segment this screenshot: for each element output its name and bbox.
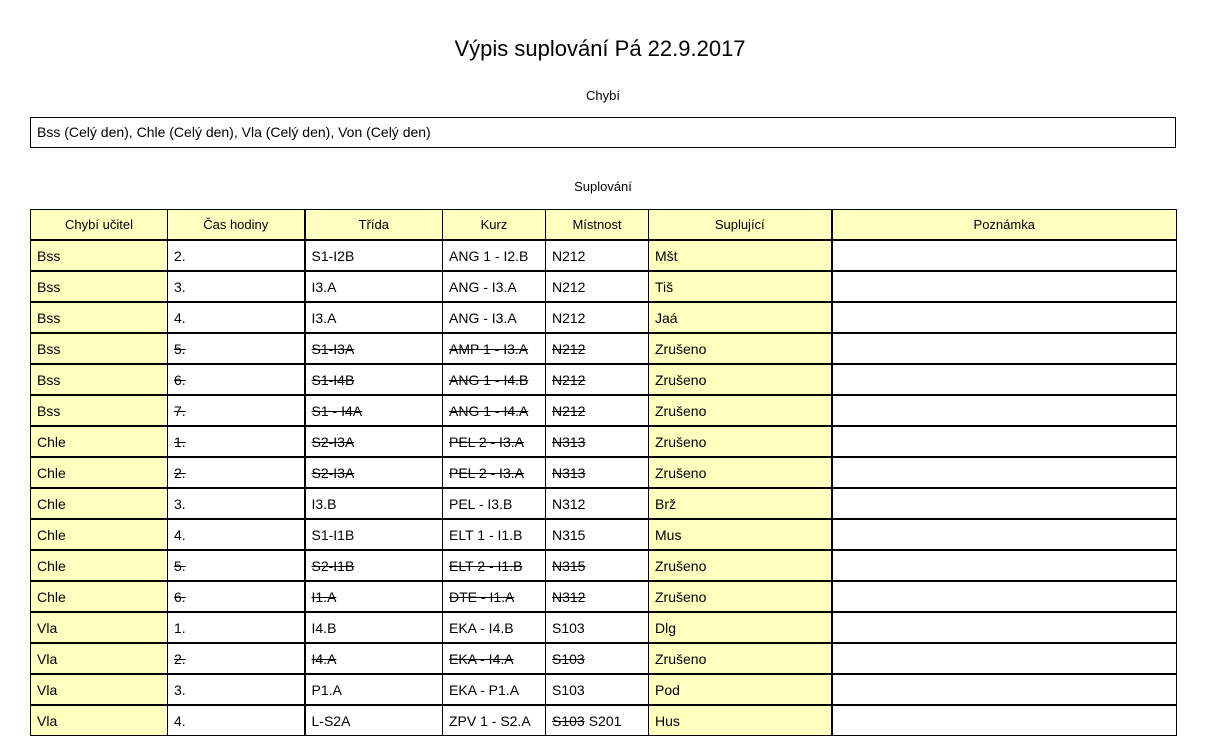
cell-substitute <box>649 457 832 488</box>
cell-substitute-text: Hus <box>655 712 680 729</box>
cell-note <box>832 457 1177 488</box>
cell-room-text: N315 <box>552 557 586 574</box>
cell-note <box>832 333 1177 364</box>
cell-absent-teacher <box>31 302 168 333</box>
cell-room-text: N315 <box>552 526 586 543</box>
cell-course-text: EKA - I4.B <box>449 619 514 636</box>
cell-class-text: S2-I3A <box>311 464 355 481</box>
cell-substitute <box>649 333 832 364</box>
cell-substitute-text: Mšt <box>655 247 678 264</box>
cell-hour <box>168 581 305 612</box>
cell-room-text: N212 <box>552 309 586 326</box>
substitutions-table <box>30 209 1177 736</box>
cell-hour-text: 2. <box>174 464 186 481</box>
cell-room-text: N212 <box>552 371 586 388</box>
table-row <box>31 426 1177 457</box>
cell-absent-teacher <box>31 240 168 271</box>
cell-room <box>546 271 649 302</box>
table-row <box>31 488 1177 519</box>
cell-substitute <box>649 581 832 612</box>
cell-course <box>443 364 546 395</box>
cell-room <box>546 302 649 333</box>
cell-room <box>546 488 649 519</box>
absent-heading: Chybí <box>586 88 620 103</box>
cell-course <box>443 581 546 612</box>
table-row <box>31 519 1177 550</box>
table-row <box>31 333 1177 364</box>
cell-class <box>305 395 443 426</box>
cell-substitute-text: Jaá <box>655 309 678 326</box>
column-header-note: Poznámka <box>832 210 1177 241</box>
cell-class-text: S2-I3A <box>311 433 355 450</box>
cell-room-text: N313 <box>552 433 586 450</box>
cell-room-text: N212 <box>552 340 586 357</box>
cell-absent-teacher-text: Bss <box>37 247 61 264</box>
cell-substitute-text: Zrušeno <box>655 340 707 357</box>
cell-course-text: PEL 2 - I3.A <box>449 433 524 450</box>
table-row <box>31 395 1177 426</box>
cell-hour-text: 2. <box>174 650 186 667</box>
cell-room-text: N312 <box>552 588 586 605</box>
cell-room <box>546 364 649 395</box>
cell-room <box>546 395 649 426</box>
cell-hour-text: 6. <box>174 588 186 605</box>
cell-hour-text: 5. <box>174 557 186 574</box>
cell-course <box>443 643 546 674</box>
cell-hour <box>168 705 305 736</box>
cell-hour-text: 1. <box>174 433 186 450</box>
cell-hour-text: 6. <box>174 371 186 388</box>
cell-class <box>305 302 443 333</box>
cell-substitute <box>649 550 832 581</box>
cell-course <box>443 395 546 426</box>
cell-hour-text: 1. <box>174 619 186 636</box>
cell-class <box>305 674 443 705</box>
cell-room-text: S103 <box>552 619 585 636</box>
cell-substitute-text: Zrušeno <box>655 402 707 419</box>
table-row <box>31 643 1177 674</box>
cell-substitute <box>649 426 832 457</box>
cell-absent-teacher <box>31 581 168 612</box>
cell-note <box>832 643 1177 674</box>
cell-absent-teacher-text: Chle <box>37 557 66 574</box>
cell-hour <box>168 426 305 457</box>
cell-note <box>832 612 1177 643</box>
cell-substitute <box>649 643 832 674</box>
cell-room <box>546 581 649 612</box>
cell-class <box>305 519 443 550</box>
cell-substitute <box>649 240 832 271</box>
table-row <box>31 581 1177 612</box>
table-row <box>31 550 1177 581</box>
cell-course <box>443 271 546 302</box>
cell-class-text: P1.A <box>311 681 342 698</box>
cell-substitute-text: Zrušeno <box>655 650 707 667</box>
cell-class <box>305 364 443 395</box>
cell-note <box>832 519 1177 550</box>
cell-hour-text: 5. <box>174 340 186 357</box>
cell-hour <box>168 364 305 395</box>
cell-class <box>305 333 443 364</box>
cell-note <box>832 550 1177 581</box>
cell-hour <box>168 271 305 302</box>
cell-class <box>305 426 443 457</box>
table-row <box>31 612 1177 643</box>
cell-absent-teacher-text: Bss <box>37 402 61 419</box>
cell-substitute-text: Dlg <box>655 619 677 636</box>
cell-room <box>546 550 649 581</box>
cell-substitute-text: Mus <box>655 526 682 543</box>
cell-room <box>546 240 649 271</box>
cell-course <box>443 302 546 333</box>
cell-hour <box>168 457 305 488</box>
cell-room <box>546 612 649 643</box>
cell-hour <box>168 643 305 674</box>
cell-absent-teacher-text: Vla <box>37 712 58 729</box>
cell-course-text: ANG - I3.A <box>449 309 517 326</box>
cell-room <box>546 674 649 705</box>
cell-class <box>305 643 443 674</box>
cell-class-text: S2-I1B <box>311 557 355 574</box>
cell-course <box>443 519 546 550</box>
cell-course-text: PEL - I3.B <box>449 495 513 512</box>
cell-absent-teacher <box>31 519 168 550</box>
cell-course-text: ELT 1 - I1.B <box>449 526 523 543</box>
cell-hour-text: 4. <box>174 526 186 543</box>
cell-absent-teacher-text: Vla <box>37 650 58 667</box>
cell-course <box>443 550 546 581</box>
cell-course-text: EKA - I4.A <box>449 650 514 667</box>
cell-note <box>832 581 1177 612</box>
column-header-hour: Čas hodiny <box>168 210 305 241</box>
column-header-course: Kurz <box>443 210 546 241</box>
cell-absent-teacher-text: Vla <box>37 619 58 636</box>
cell-course-text: PEL 2 - I3.A <box>449 464 524 481</box>
cell-course <box>443 426 546 457</box>
cell-substitute <box>649 271 832 302</box>
cell-absent-teacher-text: Bss <box>37 340 61 357</box>
cell-room-new-text: S201 <box>588 712 622 729</box>
cell-course-text: EKA - P1.A <box>449 681 520 698</box>
cell-class-text: S1-I2B <box>311 247 355 264</box>
cell-course <box>443 705 546 736</box>
cell-substitute-text: Pod <box>655 681 680 698</box>
cell-substitute <box>649 612 832 643</box>
cell-substitute <box>649 395 832 426</box>
cell-class-text: I4.B <box>311 619 337 636</box>
cell-hour <box>168 395 305 426</box>
cell-room-text: N313 <box>552 464 586 481</box>
cell-hour-text: 2. <box>174 247 186 264</box>
cell-class-text: S1-I4B <box>311 371 355 388</box>
table-row <box>31 240 1177 271</box>
cell-hour <box>168 240 305 271</box>
cell-course-text: AMP 1 - I3.A <box>449 340 529 357</box>
cell-note <box>832 705 1177 736</box>
cell-course-text: ELT 2 - I1.B <box>449 557 523 574</box>
table-row <box>31 705 1177 736</box>
cell-room-text: N312 <box>552 495 586 512</box>
cell-class <box>305 705 443 736</box>
cell-substitute-text: Zrušeno <box>655 588 707 605</box>
cell-absent-teacher-text: Chle <box>37 588 66 605</box>
cell-note <box>832 488 1177 519</box>
cell-room <box>546 333 649 364</box>
cell-class-text: I4.A <box>311 650 337 667</box>
cell-note <box>832 674 1177 705</box>
cell-hour <box>168 488 305 519</box>
cell-absent-teacher <box>31 705 168 736</box>
table-row <box>31 364 1177 395</box>
cell-hour-text: 4. <box>174 712 186 729</box>
cell-absent-teacher <box>31 395 168 426</box>
cell-absent-teacher <box>31 643 168 674</box>
table-row <box>31 457 1177 488</box>
cell-room <box>546 519 649 550</box>
cell-course-text: DTE - I1.A <box>449 588 515 605</box>
cell-room <box>546 426 649 457</box>
cell-class <box>305 612 443 643</box>
cell-hour <box>168 519 305 550</box>
cell-absent-teacher-text: Chle <box>37 495 66 512</box>
column-header-substitute: Suplující <box>649 210 832 241</box>
cell-hour-text: 3. <box>174 495 186 512</box>
cell-room <box>546 457 649 488</box>
cell-absent-teacher <box>31 333 168 364</box>
cell-hour <box>168 302 305 333</box>
cell-substitute <box>649 519 832 550</box>
cell-course-text: ANG 1 - I2.B <box>449 247 529 264</box>
cell-substitute-text: Zrušeno <box>655 371 707 388</box>
cell-note <box>832 240 1177 271</box>
cell-absent-teacher-text: Chle <box>37 464 66 481</box>
cell-substitute <box>649 302 832 333</box>
cell-note <box>832 271 1177 302</box>
cell-room <box>546 643 649 674</box>
cell-substitute-text: Zrušeno <box>655 557 707 574</box>
table-body <box>31 240 1177 736</box>
cell-course-text: ANG 1 - I4.A <box>449 402 529 419</box>
cell-class-text: I3.B <box>311 495 337 512</box>
cell-substitute <box>649 488 832 519</box>
cell-class-text: I3.A <box>311 309 337 326</box>
cell-hour <box>168 550 305 581</box>
cell-note <box>832 395 1177 426</box>
cell-note <box>832 302 1177 333</box>
cell-class-text: S1 - I4A <box>311 402 363 419</box>
cell-hour-text: 3. <box>174 681 186 698</box>
cell-hour <box>168 612 305 643</box>
cell-course <box>443 674 546 705</box>
cell-room-text: N212 <box>552 278 586 295</box>
cell-substitute <box>649 674 832 705</box>
cell-class <box>305 581 443 612</box>
cell-substitute <box>649 705 832 736</box>
page-title: Výpis suplování Pá 22.9.2017 <box>454 36 746 61</box>
cell-absent-teacher <box>31 364 168 395</box>
cell-course-text: ANG - I3.A <box>449 278 517 295</box>
cell-class-text: L-S2A <box>311 712 351 729</box>
column-header-room: Místnost <box>546 210 649 241</box>
cell-absent-teacher-text: Bss <box>37 278 61 295</box>
cell-absent-teacher-text: Bss <box>37 309 61 326</box>
column-header-absent-teacher: Chybí učitel <box>31 210 168 241</box>
cell-substitute-text: Zrušeno <box>655 433 707 450</box>
cell-room-text: N212 <box>552 247 586 264</box>
cell-substitute-text: Tiš <box>655 278 674 295</box>
table-row <box>31 302 1177 333</box>
cell-absent-teacher <box>31 612 168 643</box>
cell-absent-teacher <box>31 457 168 488</box>
cell-hour <box>168 674 305 705</box>
cell-hour <box>168 333 305 364</box>
cell-class <box>305 488 443 519</box>
table-row <box>31 271 1177 302</box>
cell-course <box>443 457 546 488</box>
cell-class <box>305 240 443 271</box>
cell-absent-teacher <box>31 426 168 457</box>
cell-absent-teacher <box>31 488 168 519</box>
table-header-row <box>31 210 1177 241</box>
cell-class <box>305 550 443 581</box>
cell-substitute-text: Brž <box>655 495 676 512</box>
cell-absent-teacher <box>31 674 168 705</box>
column-header-class: Třída <box>305 210 443 241</box>
cell-course <box>443 612 546 643</box>
cell-absent-teacher <box>31 550 168 581</box>
cell-note <box>832 364 1177 395</box>
cell-class-text: I1.A <box>311 588 337 605</box>
cell-room-text: S103 <box>552 712 585 729</box>
cell-room-text: N212 <box>552 402 586 419</box>
cell-course <box>443 333 546 364</box>
cell-room <box>546 705 649 736</box>
cell-absent-teacher <box>31 271 168 302</box>
cell-class-text: S1-I1B <box>311 526 355 543</box>
cell-room-text: S103 <box>552 681 585 698</box>
cell-course-text: ANG 1 - I4.B <box>449 371 529 388</box>
cell-absent-teacher-text: Bss <box>37 371 61 388</box>
cell-note <box>832 426 1177 457</box>
cell-absent-teacher-text: Chle <box>37 526 66 543</box>
cell-class <box>305 457 443 488</box>
cell-hour-text: 3. <box>174 278 186 295</box>
table-row <box>31 674 1177 705</box>
cell-substitute <box>649 364 832 395</box>
cell-substitute-text: Zrušeno <box>655 464 707 481</box>
cell-course-text: ZPV 1 - S2.A <box>449 712 531 729</box>
substitutions-heading: Suplování <box>574 179 632 194</box>
cell-absent-teacher-text: Chle <box>37 433 66 450</box>
cell-class <box>305 271 443 302</box>
cell-room-text: S103 <box>552 650 585 667</box>
cell-absent-teacher-text: Vla <box>37 681 58 698</box>
absent-teachers-box: Bss (Celý den), Chle (Celý den), Vla (Celý den), Von (Celý den) <box>30 117 1176 148</box>
cell-class-text: S1-I3A <box>311 340 355 357</box>
cell-hour-text: 4. <box>174 309 186 326</box>
cell-course <box>443 240 546 271</box>
cell-class-text: I3.A <box>311 278 337 295</box>
cell-hour-text: 7. <box>174 402 186 419</box>
cell-course <box>443 488 546 519</box>
